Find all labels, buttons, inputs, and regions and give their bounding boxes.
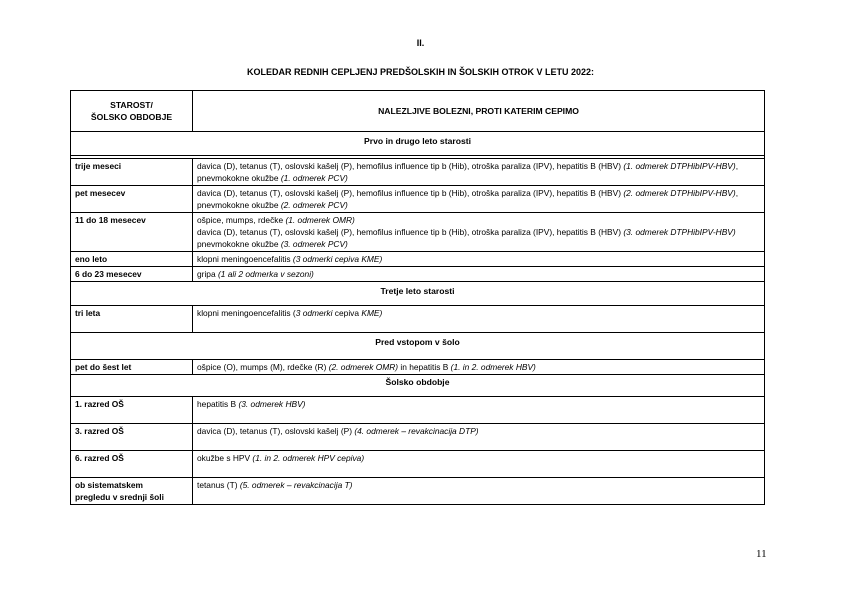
age-cell: tri leta (71, 306, 193, 333)
section-heading: Prvo in drugo leto starosti (71, 132, 765, 156)
disease-cell: klopni meningoencefalitis (3 odmerki cepiva KME) (193, 252, 765, 267)
section-row (71, 375, 765, 397)
section-row (71, 132, 765, 156)
table-row (71, 424, 765, 451)
disease-cell: ošpice (O), mumps (M), rdečke (R) (2. odmerek OMR) in hepatitis B (1. in 2. odmerek HBV) (193, 360, 765, 375)
section-heading: Pred vstopom v šolo (71, 333, 765, 360)
table-row (71, 478, 765, 505)
header-age: STAROST/ ŠOLSKO OBDOBJE (71, 91, 193, 132)
disease-cell: davica (D), tetanus (T), oslovski kašelj (P) (4. odmerek – revakcinacija DTP) (193, 424, 765, 451)
section-number: II. (416, 38, 425, 48)
table-row (71, 159, 765, 186)
disease-cell: ošpice, mumps, rdečke (1. odmerek OMR) davica (D), tetanus (T), oslovski kašelj (P), hemofilus influence tip b (Hib), otroška paraliza (IPV), hepatitis B (HBV) (3. odmerek DTPHibIPV-HBV) pnevmokokne okužbe (3. odmerek PCV) (193, 213, 765, 252)
table-row (71, 186, 765, 213)
disease-cell: davica (D), tetanus (T), oslovski kašelj (P), hemofilus influence tip b (Hib), otroška paraliza (IPV), hepatitis B (HBV) (2. odmerek DTPHibIPV-HBV), pnevmokokne okužbe (2. odmerek PCV) (193, 186, 765, 213)
age-cell: 6 do 23 mesecev (71, 267, 193, 282)
disease-cell: davica (D), tetanus (T), oslovski kašelj (P), hemofilus influence tip b (Hib), otroška paraliza (IPV), hepatitis B (HBV) (1. odmerek DTPHibIPV-HBV), pnevmokokne okužbe (1. odmerek PCV) (193, 159, 765, 186)
table-header-row (71, 91, 765, 132)
disease-cell: gripa (1 ali 2 odmerka v sezoni) (193, 267, 765, 282)
table-row (71, 267, 765, 282)
table-row (71, 451, 765, 478)
disease-cell: klopni meningoencefalitis (3 odmerki cepiva KME) (193, 306, 765, 333)
table-row (71, 306, 765, 333)
table-row (71, 213, 765, 252)
age-cell: 11 do 18 mesecev (71, 213, 193, 252)
age-cell: 3. razred OŠ (71, 424, 193, 451)
table-row (71, 397, 765, 424)
page-title: KOLEDAR REDNIH CEPLJENJ PREDŠOLSKIH IN ŠOLSKIH OTROK V LETU 2022: (246, 67, 595, 77)
age-cell: 1. razred OŠ (71, 397, 193, 424)
section-heading: Šolsko obdobje (71, 375, 765, 397)
age-cell: pet do šest let (71, 360, 193, 375)
table-row (71, 360, 765, 375)
page-number: 11 (756, 548, 767, 560)
section-row (71, 333, 765, 360)
age-cell: pet mesecev (71, 186, 193, 213)
vaccination-table (70, 90, 765, 505)
section-row (71, 282, 765, 306)
table-row (71, 252, 765, 267)
section-heading: Tretje leto starosti (71, 282, 765, 306)
header-diseases: NALEZLJIVE BOLEZNI, PROTI KATERIM CEPIMO (193, 91, 765, 132)
age-cell: eno leto (71, 252, 193, 267)
age-cell: 6. razred OŠ (71, 451, 193, 478)
age-cell: trije meseci (71, 159, 193, 186)
disease-cell: hepatitis B (3. odmerek HBV) (193, 397, 765, 424)
disease-cell: okužbe s HPV (1. in 2. odmerek HPV cepiva) (193, 451, 765, 478)
age-cell: ob sistematskem pregledu v srednji šoli (71, 478, 193, 505)
disease-cell: tetanus (T) (5. odmerek – revakcinacija T) (193, 478, 765, 505)
